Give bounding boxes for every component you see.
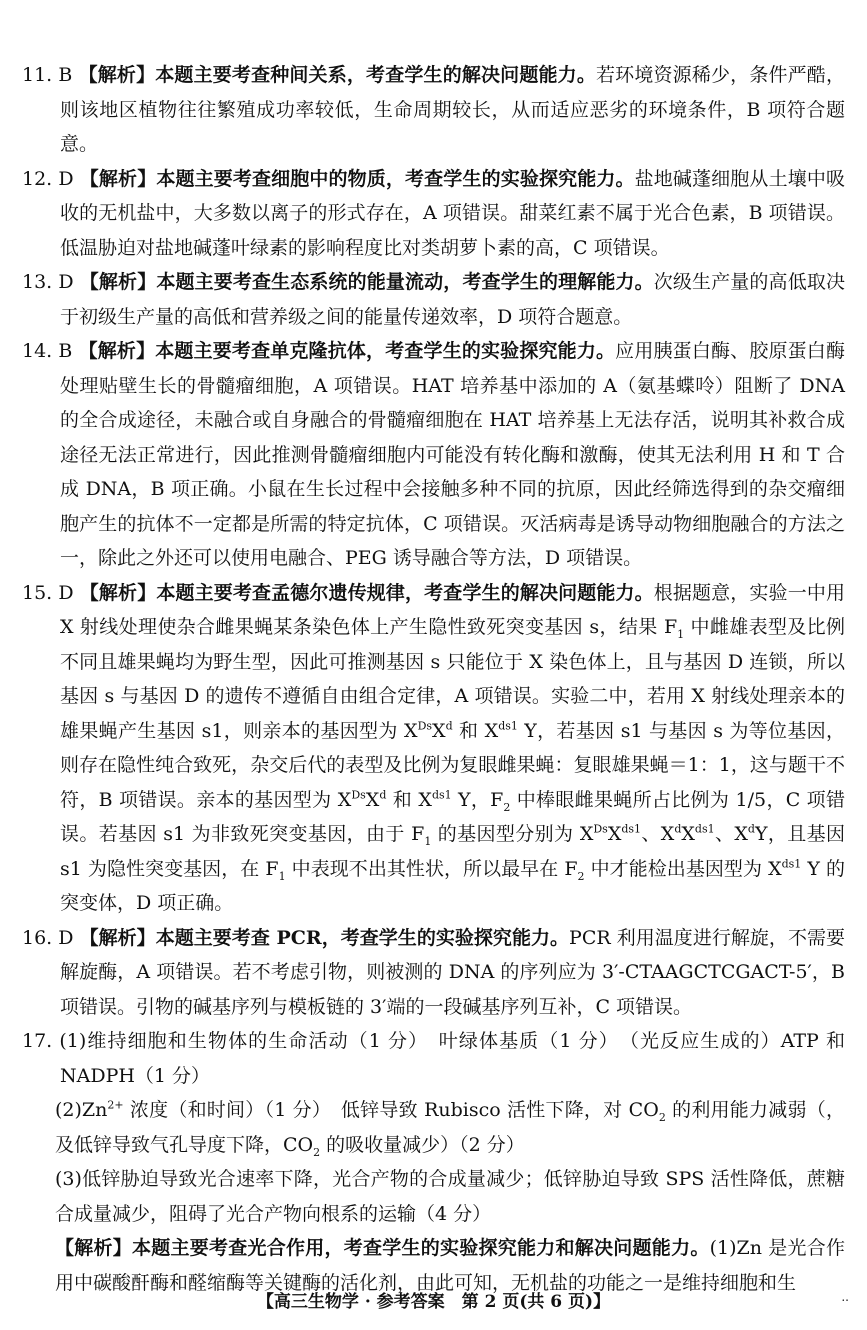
analysis-text: X — [681, 823, 695, 845]
subscript: 2 — [313, 1145, 321, 1159]
analysis-text: 中雌雄表型及比例不同且雄果蝇均为野生型，因此可推测基因 s 只能位于 X 染色体上，且与基因 D 连锁，所以基因 s 与基因 D 的遗传不遵循自由组合定律，A 项错误。实验二中，若用 X 射线处理亲本的雄果蝇产生基因 s1，则亲本的基因型为 X — [60, 616, 845, 742]
analysis-lead: 本题主要考查 PCR，考查学生的实验探究能力。 — [155, 926, 570, 949]
superscript: ds1 — [498, 719, 518, 733]
analysis-text: 中棒眼雌果蝇所占比例为 1/5，C 项错误。若基因 s1 为非致死突变基因，由于 F — [60, 788, 845, 845]
superscript: ds1 — [431, 788, 452, 802]
superscript: d — [674, 822, 682, 836]
analysis-lead: 本题主要考查种间关系，考查学生的解决问题能力。 — [155, 64, 597, 86]
analysis-text: Y，F — [451, 788, 504, 811]
superscript: 2+ — [107, 1098, 124, 1112]
answer-12 — [22, 162, 845, 266]
superscript: d — [445, 719, 453, 733]
superscript: ds1 — [621, 822, 642, 836]
answer-number: 11. B — [22, 64, 73, 86]
answer-16 — [22, 921, 845, 1025]
analysis-lead: 本题主要考查光合作用，考查学生的实验探究能力和解决问题能力。 — [132, 1237, 710, 1259]
analysis-text: 中才能检出基因型为 X — [584, 857, 782, 880]
analysis-text: X — [607, 823, 622, 845]
analysis-tag: 【解析】 — [78, 64, 156, 86]
analysis-tag: 【解析】 — [55, 1237, 133, 1259]
answer-text: 的吸收量减少）（2 分） — [320, 1133, 525, 1156]
superscript: Ds — [417, 719, 433, 733]
analysis-text: 、X — [641, 823, 675, 845]
superscript: Ds — [351, 788, 366, 802]
analysis-tag: 【解析】 — [79, 926, 156, 949]
analysis-text: X — [365, 788, 380, 811]
analysis-text: 根据题意，实验一中用 X 射线处理使杂合雌果蝇某条染色体上产生隐性致死突变基因 s，结果 F — [60, 581, 845, 638]
subscript: 2 — [577, 869, 585, 883]
analysis-text: 和 X — [452, 719, 499, 742]
analysis-text: 和 X — [386, 788, 432, 811]
subscript: 1 — [424, 834, 432, 848]
analysis-text: Y 的突变体，D 项正确。 — [60, 857, 846, 914]
superscript: Ds — [593, 822, 608, 836]
analysis-text: 的基因型分别为 X — [431, 823, 594, 845]
analysis-lead: 本题主要考查孟德尔遗传规律，考查学生的解决问题能力。 — [156, 581, 654, 604]
analysis-text: (1)Zn 是光合作用中碳酸酐酶和醛缩酶等关键酶的活化剂，由此可知，无机盐的功能之一是维持细胞和生 — [55, 1237, 845, 1294]
answer-13 — [22, 265, 845, 334]
analysis-tag: 【解析】 — [79, 271, 157, 293]
analysis-text: PCR 利用温度进行解旋，不需要解旋酶，A 项错误。若不考虑引物，则被测的 DNA 的序列应为 3′-CTAAGCTCGACT-5′，B 项错误。引物的碱基序列与模板链的 3′端的一段碱基序列互补，C 项错误。 — [60, 926, 845, 1018]
analysis-tag: 【解析】 — [78, 340, 156, 362]
answer-number: 14. B — [22, 340, 73, 362]
answer-17-part-2 — [22, 1093, 845, 1162]
answer-15 — [22, 576, 845, 921]
analysis-lead: 本题主要考查生态系统的能量流动，考查学生的理解能力。 — [156, 271, 654, 293]
analysis-tag: 【解析】 — [79, 581, 157, 604]
analysis-lead: 本题主要考查细胞中的物质，考查学生的实验探究能力。 — [156, 167, 635, 190]
answer-17-part-1 — [22, 1024, 845, 1093]
superscript: ds1 — [694, 822, 715, 836]
analysis-text: 、X — [714, 823, 748, 845]
superscript: ds1 — [781, 857, 802, 871]
subscript: 1 — [677, 627, 685, 641]
superscript: d — [747, 822, 755, 836]
subscript: 2 — [658, 1110, 666, 1124]
corner-mark: .. — [841, 1290, 849, 1304]
answer-text: (1)维持细胞和生物体的生命活动（1 分） 叶绿体基质（1 分） （光反应生成的）ATP 和 NADPH（1 分） — [59, 1030, 845, 1087]
answer-number: 15. D — [22, 581, 74, 604]
subscript: 1 — [278, 869, 286, 883]
analysis-lead: 本题主要考查单克隆抗体，考查学生的实验探究能力。 — [155, 340, 616, 362]
answer-number: 12. D — [22, 167, 74, 190]
answer-text: 浓度（和时间）（1 分） 低锌导致 Rubisco 活性下降，对 CO — [123, 1099, 659, 1121]
answer-number: 13. D — [22, 271, 74, 293]
analysis-text: 中表现不出其性状，所以最早在 F — [285, 857, 578, 880]
answer-14 — [22, 334, 845, 576]
page-footer: 【高三生物学 · 参考答案 第 2 页(共 6 页)】 — [256, 1292, 611, 1312]
analysis-tag: 【解析】 — [79, 167, 157, 190]
answer-17-part-3 — [22, 1162, 845, 1231]
analysis-text: 次级生产量的高低取决于初级生产量的高低和营养级之间的能量传递效率，D 项符合题意。 — [60, 271, 845, 328]
analysis-text: Y，且基因 s1 为隐性突变基因，在 F — [60, 823, 846, 880]
answer-number: 17. — [22, 1030, 53, 1052]
analysis-text: Y，若基因 s1 与基因 s 为等位基因，则存在隐性纯合致死，杂交后代的表型及比例为复眼雌果蝇：复眼雄果蝇＝1：1，这与题干不符，B 项错误。亲本的基因型为 X — [60, 719, 845, 811]
analysis-text: X — [432, 719, 446, 742]
answer-text: 的利用能力减弱（，及低锌导致气孔导度下降，CO — [55, 1099, 846, 1156]
analysis-text: 若环境资源稀少，条件严酷，则该地区植物往往繁殖成功率较低，生命周期较长，从而适应恶劣的环境条件，B 项符合题意。 — [60, 64, 845, 155]
answer-text: (2)Zn — [55, 1099, 108, 1121]
subscript: 2 — [503, 800, 511, 814]
answer-number: 16. D — [22, 926, 74, 949]
analysis-text: 盐地碱蓬细胞从土壤中吸收的无机盐中，大多数以离子的形式存在，A 项错误。甜菜红素不属于光合色素，B 项错误。低温胁迫对盐地碱蓬叶绿素的影响程度比对类胡萝卜素的高，C 项错误。 — [60, 167, 845, 259]
superscript: d — [379, 788, 387, 802]
answer-11 — [22, 58, 845, 162]
analysis-text: 应用胰蛋白酶、胶原蛋白酶处理贴壁生长的骨髓瘤细胞，A 项错误。HAT 培养基中添加的 A（氨基蝶呤）阻断了 DNA 的全合成途径，未融合或自身融合的骨髓瘤细胞在 HAT 培养基上无法存活，说明其补救合成途径无法正常进行，因此推测骨髓瘤细胞内可能没有转化酶和激酶，使其无法利用 H 和 T 合成 DNA，B 项正确。小鼠在生长过程中会接触多种不同的抗原，因此经筛选得到的杂交瘤细胞产生的抗体不一定都是所需的特定抗体，C 项错误。灭活病毒是诱导动物细胞融合的方法之一，除此之外还可以使用电融合、PEG 诱导融合等方法，D 项错误。 — [60, 340, 845, 569]
answer-text: (3)低锌胁迫导致光合速率下降，光合产物的合成量减少；低锌胁迫导致 SPS 活性降低，蔗糖合成量减少，阻碍了光合产物向根系的运输（4 分） — [55, 1168, 845, 1225]
